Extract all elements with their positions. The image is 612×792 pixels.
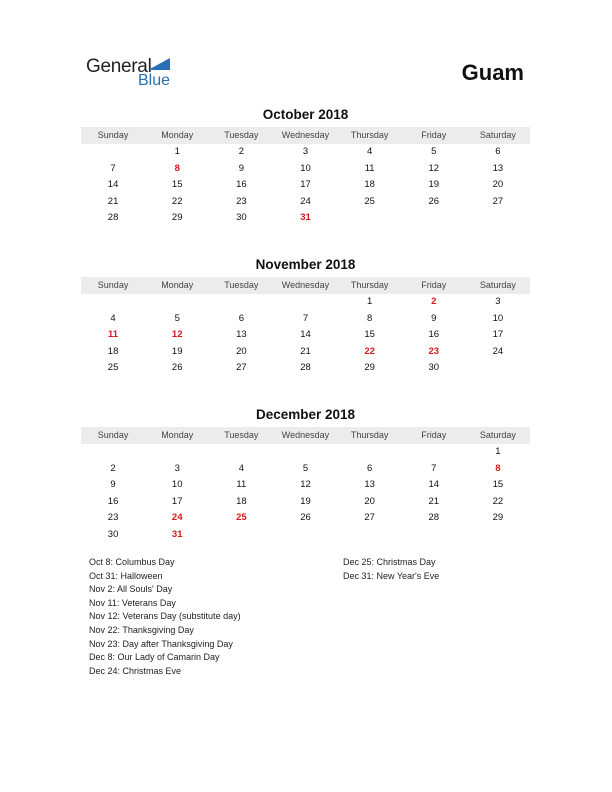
month-title: November 2018 — [255, 257, 356, 272]
day-cell: 20 — [364, 495, 375, 507]
weekday-label: Saturday — [479, 280, 516, 290]
day-cell: 2 — [238, 146, 244, 157]
week-row — [81, 494, 530, 511]
day-cell: 27 — [364, 512, 375, 524]
month-calendar-december — [81, 406, 530, 544]
day-cell: 4 — [366, 146, 373, 157]
weekday-label: Tuesday — [224, 130, 259, 140]
holiday-entry: Dec 8: Our Lady of Camarin Day — [89, 652, 220, 663]
day-cell: 17 — [300, 179, 311, 191]
week-row — [81, 194, 530, 211]
day-cell: 3 — [174, 462, 180, 474]
day-cell: 2 — [110, 462, 116, 474]
holiday-list-left — [89, 556, 241, 678]
day-cell: 11 — [364, 162, 375, 174]
day-cell: 7 — [110, 162, 116, 174]
day-cell-holiday: 8 — [174, 162, 180, 174]
weekday-label: Friday — [421, 430, 447, 440]
day-cell: 30 — [107, 528, 119, 540]
day-cell: 14 — [300, 329, 311, 341]
day-cell: 28 — [300, 362, 311, 374]
day-cell: 1 — [495, 446, 501, 457]
day-cell-holiday: 2 — [431, 296, 437, 307]
day-cell: 12 — [300, 479, 311, 491]
day-cell: 27 — [236, 362, 247, 374]
day-cell-holiday: 24 — [171, 512, 183, 524]
week-row — [81, 311, 530, 328]
day-cell: 13 — [492, 162, 504, 174]
holiday-entry: Nov 22: Thanksgiving Day — [89, 624, 194, 635]
day-cell: 4 — [238, 462, 244, 474]
holiday-list-right — [343, 556, 439, 583]
weekday-header — [81, 277, 530, 294]
day-cell — [402, 444, 466, 461]
weekday-label: Tuesday — [224, 430, 259, 440]
day-cell: 15 — [171, 179, 183, 191]
day-cell — [209, 294, 273, 311]
day-cell — [338, 444, 402, 461]
logo-text-blue: Blue — [138, 72, 171, 89]
day-cell — [145, 444, 209, 461]
brand-logo — [86, 56, 186, 92]
day-cell: 19 — [428, 179, 440, 191]
day-cell: 9 — [431, 312, 437, 324]
weekday-label: Thursday — [350, 430, 389, 440]
day-cell-holiday: 25 — [236, 512, 247, 524]
day-cell — [338, 527, 402, 544]
week-row — [81, 344, 530, 361]
day-cell: 14 — [107, 179, 119, 191]
day-cell: 17 — [171, 495, 183, 507]
country-title: Guam — [461, 60, 524, 85]
week-row — [81, 360, 530, 377]
weekday-label: Friday — [421, 130, 447, 140]
holiday-entry: Nov 11: Veterans Day — [89, 597, 176, 608]
day-cell: 23 — [107, 512, 119, 524]
day-cell — [273, 294, 337, 311]
day-cell: 16 — [428, 329, 440, 341]
day-cell — [466, 527, 530, 544]
holiday-entry: Oct 31: Halloween — [89, 570, 163, 581]
day-cell: 6 — [366, 462, 373, 474]
week-row — [81, 461, 530, 478]
day-cell — [273, 444, 337, 461]
day-cell: 15 — [364, 329, 375, 341]
day-cell: 10 — [492, 312, 504, 324]
day-cell-holiday: 12 — [171, 329, 183, 341]
holiday-entry: Dec 31: New Year's Eve — [343, 570, 440, 581]
weekday-label: Saturday — [479, 130, 516, 140]
day-cell — [402, 527, 466, 544]
day-cell: 18 — [364, 179, 375, 191]
week-row — [81, 294, 530, 311]
day-cell — [273, 527, 337, 544]
day-cell: 1 — [366, 296, 373, 307]
weekday-label: Thursday — [350, 130, 389, 140]
month-title: October 2018 — [262, 107, 349, 122]
day-cell: 3 — [495, 296, 501, 307]
day-cell — [466, 360, 530, 377]
day-cell: 6 — [495, 146, 501, 157]
day-cell — [81, 144, 145, 161]
holiday-entry: Dec 25: Christmas Day — [343, 557, 436, 567]
weekday-header — [81, 427, 530, 444]
day-cell: 7 — [302, 312, 309, 324]
day-cell — [145, 294, 209, 311]
day-cell: 19 — [171, 345, 183, 357]
day-cell — [402, 210, 466, 227]
day-cell: 8 — [366, 312, 373, 324]
day-cell — [81, 444, 145, 461]
day-cell: 4 — [110, 312, 116, 324]
day-cell: 26 — [300, 512, 311, 524]
day-cell: 5 — [174, 312, 180, 324]
day-cell: 16 — [107, 495, 119, 507]
day-cell: 16 — [236, 179, 247, 191]
weekday-label: Monday — [161, 280, 194, 290]
day-cell-holiday: 8 — [495, 462, 501, 474]
day-cell: 5 — [302, 462, 309, 474]
week-row — [81, 210, 530, 227]
weekday-label: Monday — [161, 130, 194, 140]
day-cell-holiday: 11 — [108, 329, 119, 341]
weekday-label: Saturday — [479, 430, 516, 440]
month-title: December 2018 — [255, 407, 356, 422]
day-cell: 28 — [107, 212, 119, 224]
day-cell: 15 — [492, 479, 504, 491]
day-cell: 29 — [171, 212, 183, 224]
week-row — [81, 510, 530, 527]
holiday-entry: Oct 8: Columbus Day — [89, 557, 175, 567]
logo-triangle-icon — [148, 58, 170, 70]
holiday-entry: Nov 23: Day after Thanksgiving Day — [89, 638, 233, 649]
day-cell: 24 — [300, 195, 311, 207]
day-cell: 12 — [428, 162, 440, 174]
week-row — [81, 144, 530, 161]
day-cell: 29 — [364, 362, 375, 374]
day-cell: 6 — [238, 312, 244, 324]
day-cell: 9 — [238, 162, 244, 174]
day-cell: 10 — [171, 479, 183, 491]
day-cell: 17 — [492, 329, 504, 341]
day-cell: 5 — [431, 146, 437, 157]
day-cell: 21 — [428, 495, 440, 507]
day-cell: 26 — [428, 195, 440, 207]
day-cell: 9 — [110, 479, 116, 491]
weekday-label: Wednesday — [281, 130, 330, 140]
day-cell: 25 — [364, 195, 375, 207]
day-cell: 3 — [302, 146, 309, 157]
day-cell: 7 — [431, 462, 437, 474]
weekday-label: Tuesday — [224, 280, 259, 290]
day-cell — [209, 444, 273, 461]
day-cell: 11 — [236, 479, 247, 491]
day-cell-holiday: 23 — [428, 345, 440, 357]
day-cell: 20 — [236, 345, 247, 357]
week-row — [81, 161, 530, 178]
weekday-label: Sunday — [97, 130, 129, 140]
week-row — [81, 444, 530, 461]
day-cell-holiday: 31 — [300, 212, 311, 224]
weekday-header — [81, 127, 530, 144]
day-cell — [81, 294, 145, 311]
day-cell: 18 — [236, 495, 247, 507]
week-row — [81, 527, 530, 544]
day-cell: 23 — [236, 195, 247, 207]
weekday-label: Friday — [421, 280, 447, 290]
logo-text-general: General — [86, 56, 152, 77]
day-cell: 30 — [428, 362, 440, 374]
day-cell: 22 — [492, 495, 504, 507]
day-cell — [338, 210, 402, 227]
day-cell: 28 — [428, 512, 440, 524]
day-cell: 20 — [492, 179, 504, 191]
day-cell: 21 — [300, 345, 311, 357]
holiday-entry: Nov 12: Veterans Day (substitute day) — [89, 611, 241, 622]
week-row — [81, 327, 530, 344]
day-cell: 10 — [300, 162, 311, 174]
holiday-entry: Nov 2: All Souls' Day — [89, 584, 173, 595]
weekday-label: Wednesday — [281, 430, 330, 440]
day-cell — [466, 210, 530, 227]
day-cell: 13 — [364, 479, 375, 491]
day-cell: 19 — [300, 495, 311, 507]
weekday-label: Monday — [161, 430, 194, 440]
day-cell: 25 — [107, 362, 119, 374]
day-cell: 30 — [236, 212, 247, 224]
month-calendar-november — [81, 256, 530, 377]
day-cell: 13 — [236, 329, 247, 341]
weekday-label: Wednesday — [281, 280, 330, 290]
day-cell: 27 — [492, 195, 504, 207]
weekday-label: Sunday — [97, 430, 129, 440]
day-cell — [209, 527, 273, 544]
week-row — [81, 177, 530, 194]
day-cell: 21 — [107, 195, 119, 207]
day-cell: 18 — [107, 345, 119, 357]
week-row — [81, 477, 530, 494]
weekday-label: Sunday — [97, 280, 129, 290]
day-cell: 24 — [492, 345, 504, 357]
holiday-entry: Dec 24: Christmas Eve — [89, 665, 182, 676]
day-cell-holiday: 31 — [171, 528, 183, 540]
month-calendar-october — [81, 106, 530, 227]
day-cell: 22 — [171, 195, 183, 207]
day-cell: 29 — [492, 512, 504, 524]
day-cell: 14 — [428, 479, 440, 491]
day-cell-holiday: 22 — [364, 345, 375, 357]
day-cell: 26 — [171, 362, 183, 374]
weekday-label: Thursday — [350, 280, 389, 290]
day-cell: 1 — [174, 146, 180, 157]
